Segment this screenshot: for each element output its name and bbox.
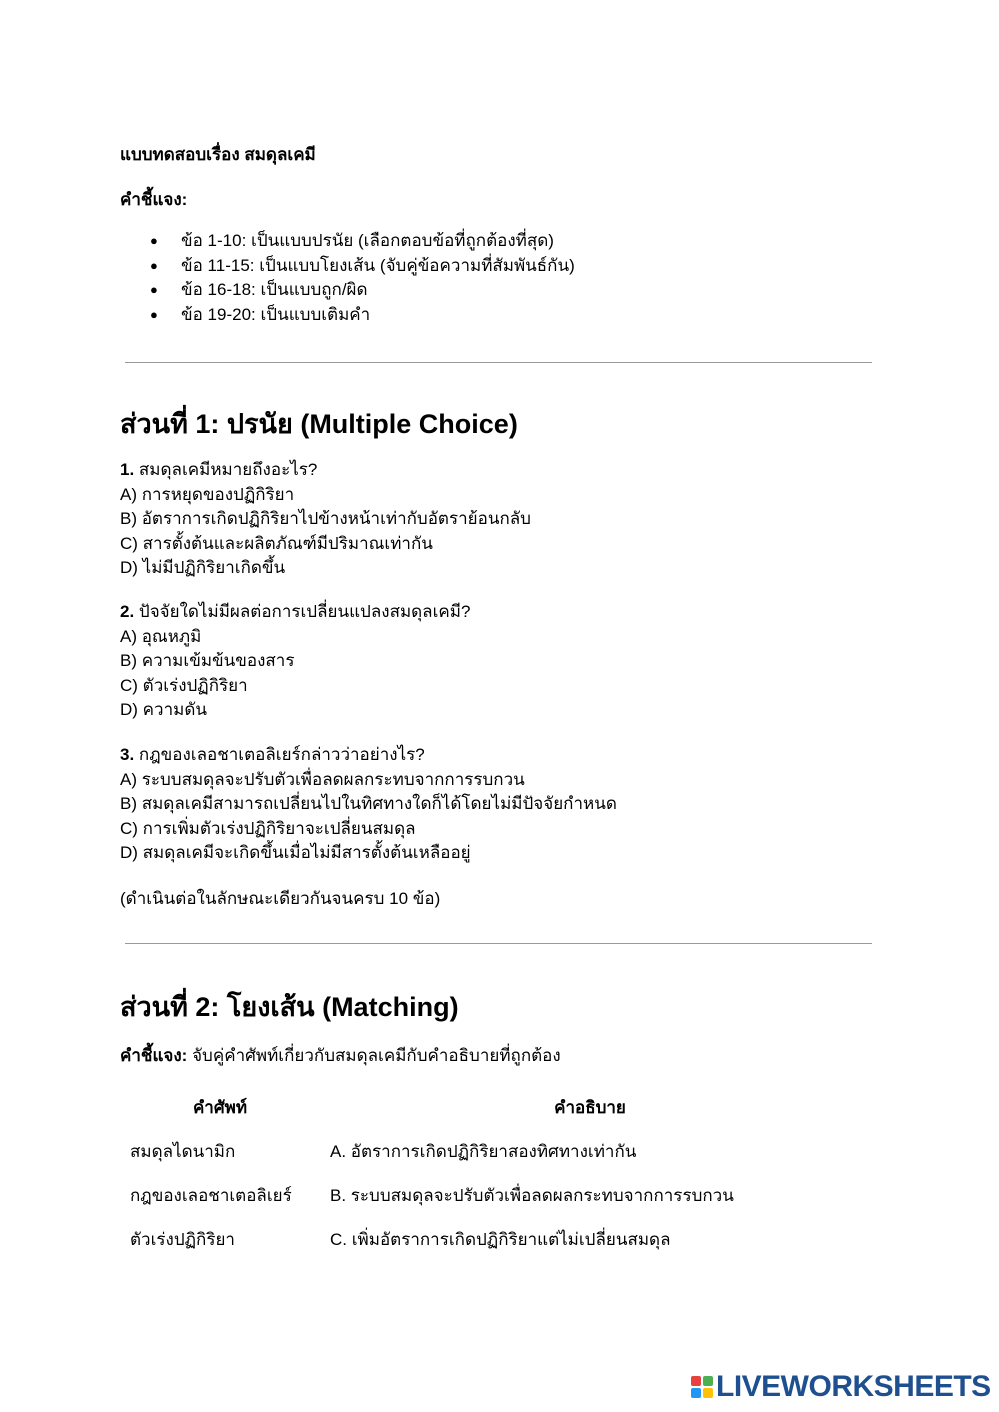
table-header-row (120, 1085, 860, 1129)
answer-option[interactable]: A) การหยุดของปฏิกิริยา (120, 484, 295, 504)
answer-option[interactable]: B) อัตราการเกิดปฏิกิริยาไปข้างหน้าเท่ากับอัตราย้อนกลับ (120, 509, 531, 528)
answer-option[interactable]: D) ไม่มีปฏิกิริยาเกิดขึ้น (120, 558, 286, 577)
bullet-icon: ● (150, 233, 158, 248)
question-1 (120, 458, 531, 581)
term-cell[interactable]: ตัวเร่งปฏิกิริยา (130, 1229, 235, 1249)
instructions-label: คำชี้แจง: (120, 1046, 188, 1065)
question-2 (120, 600, 470, 723)
liveworksheets-logo-icon (691, 1376, 713, 1398)
table-row (120, 1129, 860, 1173)
answer-option[interactable]: B) ความเข้มข้นของสาร (120, 651, 295, 670)
bullet-icon: ● (150, 257, 158, 273)
question-number: 3. (120, 745, 135, 764)
liveworksheets-logo-text: LIVEWORKSHEETS (716, 1370, 991, 1403)
description-cell[interactable]: B. ระบบสมดุลจะปรับตัวเพื่อลดผลกระทบจากการรบกวน (330, 1185, 734, 1205)
question-number: 1. (120, 460, 135, 479)
section2-heading: ส่วนที่ 2: โยงเส้น (Matching) (120, 992, 459, 1022)
answer-option[interactable]: B) สมดุลเคมีสามารถเปลี่ยนไปในทิศทางใดก็ได้โดยไม่มีปัจจัยกำหนด (120, 794, 617, 813)
question-text: 1. สมดุลเคมีหมายถึงอะไร? (120, 460, 318, 479)
column-header-description: คำอธิบาย (554, 1097, 626, 1117)
answer-option[interactable]: D) สมดุลเคมีจะเกิดขึ้นเมื่อไม่มีสารตั้งต้นเหลืออยู่ (120, 843, 471, 862)
answer-option[interactable]: C) สารตั้งต้นและผลิตภัณฑ์มีปริมาณเท่ากัน (120, 533, 433, 553)
answer-option[interactable]: A) อุณหภูมิ (120, 626, 202, 646)
instruction-item: ● ข้อ 11-15: เป็นแบบโยงเส้น (จับคู่ข้อความที่สัมพันธ์กัน) (150, 254, 575, 279)
description-cell[interactable]: C. เพิ่มอัตราการเกิดปฏิกิริยาแต่ไม่เปลี่ยนสมดุล (330, 1229, 671, 1249)
table-row (120, 1173, 860, 1217)
document-title: แบบทดสอบเรื่อง สมดุลเคมี (120, 145, 316, 164)
question-text: 2. ปัจจัยใดไม่มีผลต่อการเปลี่ยนแปลงสมดุลเคมี? (120, 602, 471, 621)
description-cell[interactable]: A. อัตราการเกิดปฏิกิริยาสองทิศทางเท่ากัน (330, 1141, 637, 1161)
answer-option[interactable]: D) ความดัน (120, 700, 207, 719)
instruction-item: ● ข้อ 1-10: เป็นแบบปรนัย (เลือกตอบข้อที่ถูกต้องที่สุด) (150, 229, 575, 254)
instructions-list (150, 229, 575, 327)
answer-option[interactable]: C) การเพิ่มตัวเร่งปฏิกิริยาจะเปลี่ยนสมดุล (120, 818, 416, 838)
instruction-item: ● ข้อ 19-20: เป็นแบบเติมคำ (150, 303, 575, 328)
section-divider (125, 943, 872, 944)
continuation-note: (ดำเนินต่อในลักษณะเดียวกันจนครบ 10 ข้อ) (120, 889, 441, 908)
section-divider (125, 362, 872, 363)
question-number: 2. (120, 602, 135, 621)
answer-option[interactable]: A) ระบบสมดุลจะปรับตัวเพื่อลดผลกระทบจากการรบกวน (120, 769, 525, 789)
matching-instructions: คำชี้แจง: จับคู่คำศัพท์เกี่ยวกับสมดุลเคมีกับคำอธิบายที่ถูกต้อง (120, 1046, 561, 1065)
column-header-term: คำศัพท์ (192, 1097, 248, 1117)
liveworksheets-logo (691, 1372, 991, 1402)
question-3 (120, 743, 617, 866)
question-text: 3. กฎของเลอชาเตอลิเยร์กล่าวว่าอย่างไร? (120, 745, 425, 764)
section1-heading: ส่วนที่ 1: ปรนัย (Multiple Choice) (120, 409, 518, 439)
instruction-item: ● ข้อ 16-18: เป็นแบบถูก/ผิด (150, 278, 575, 303)
instructions-label: คำชี้แจง: (120, 190, 188, 209)
table-row (120, 1217, 860, 1261)
bullet-icon: ● (150, 306, 158, 322)
matching-table (120, 1085, 860, 1261)
term-cell[interactable]: สมดุลไดนามิก (130, 1141, 236, 1161)
bullet-icon: ● (150, 282, 158, 297)
answer-option[interactable]: C) ตัวเร่งปฏิกิริยา (120, 675, 248, 695)
term-cell[interactable]: กฎของเลอชาเตอลิเยร์ (130, 1185, 292, 1205)
